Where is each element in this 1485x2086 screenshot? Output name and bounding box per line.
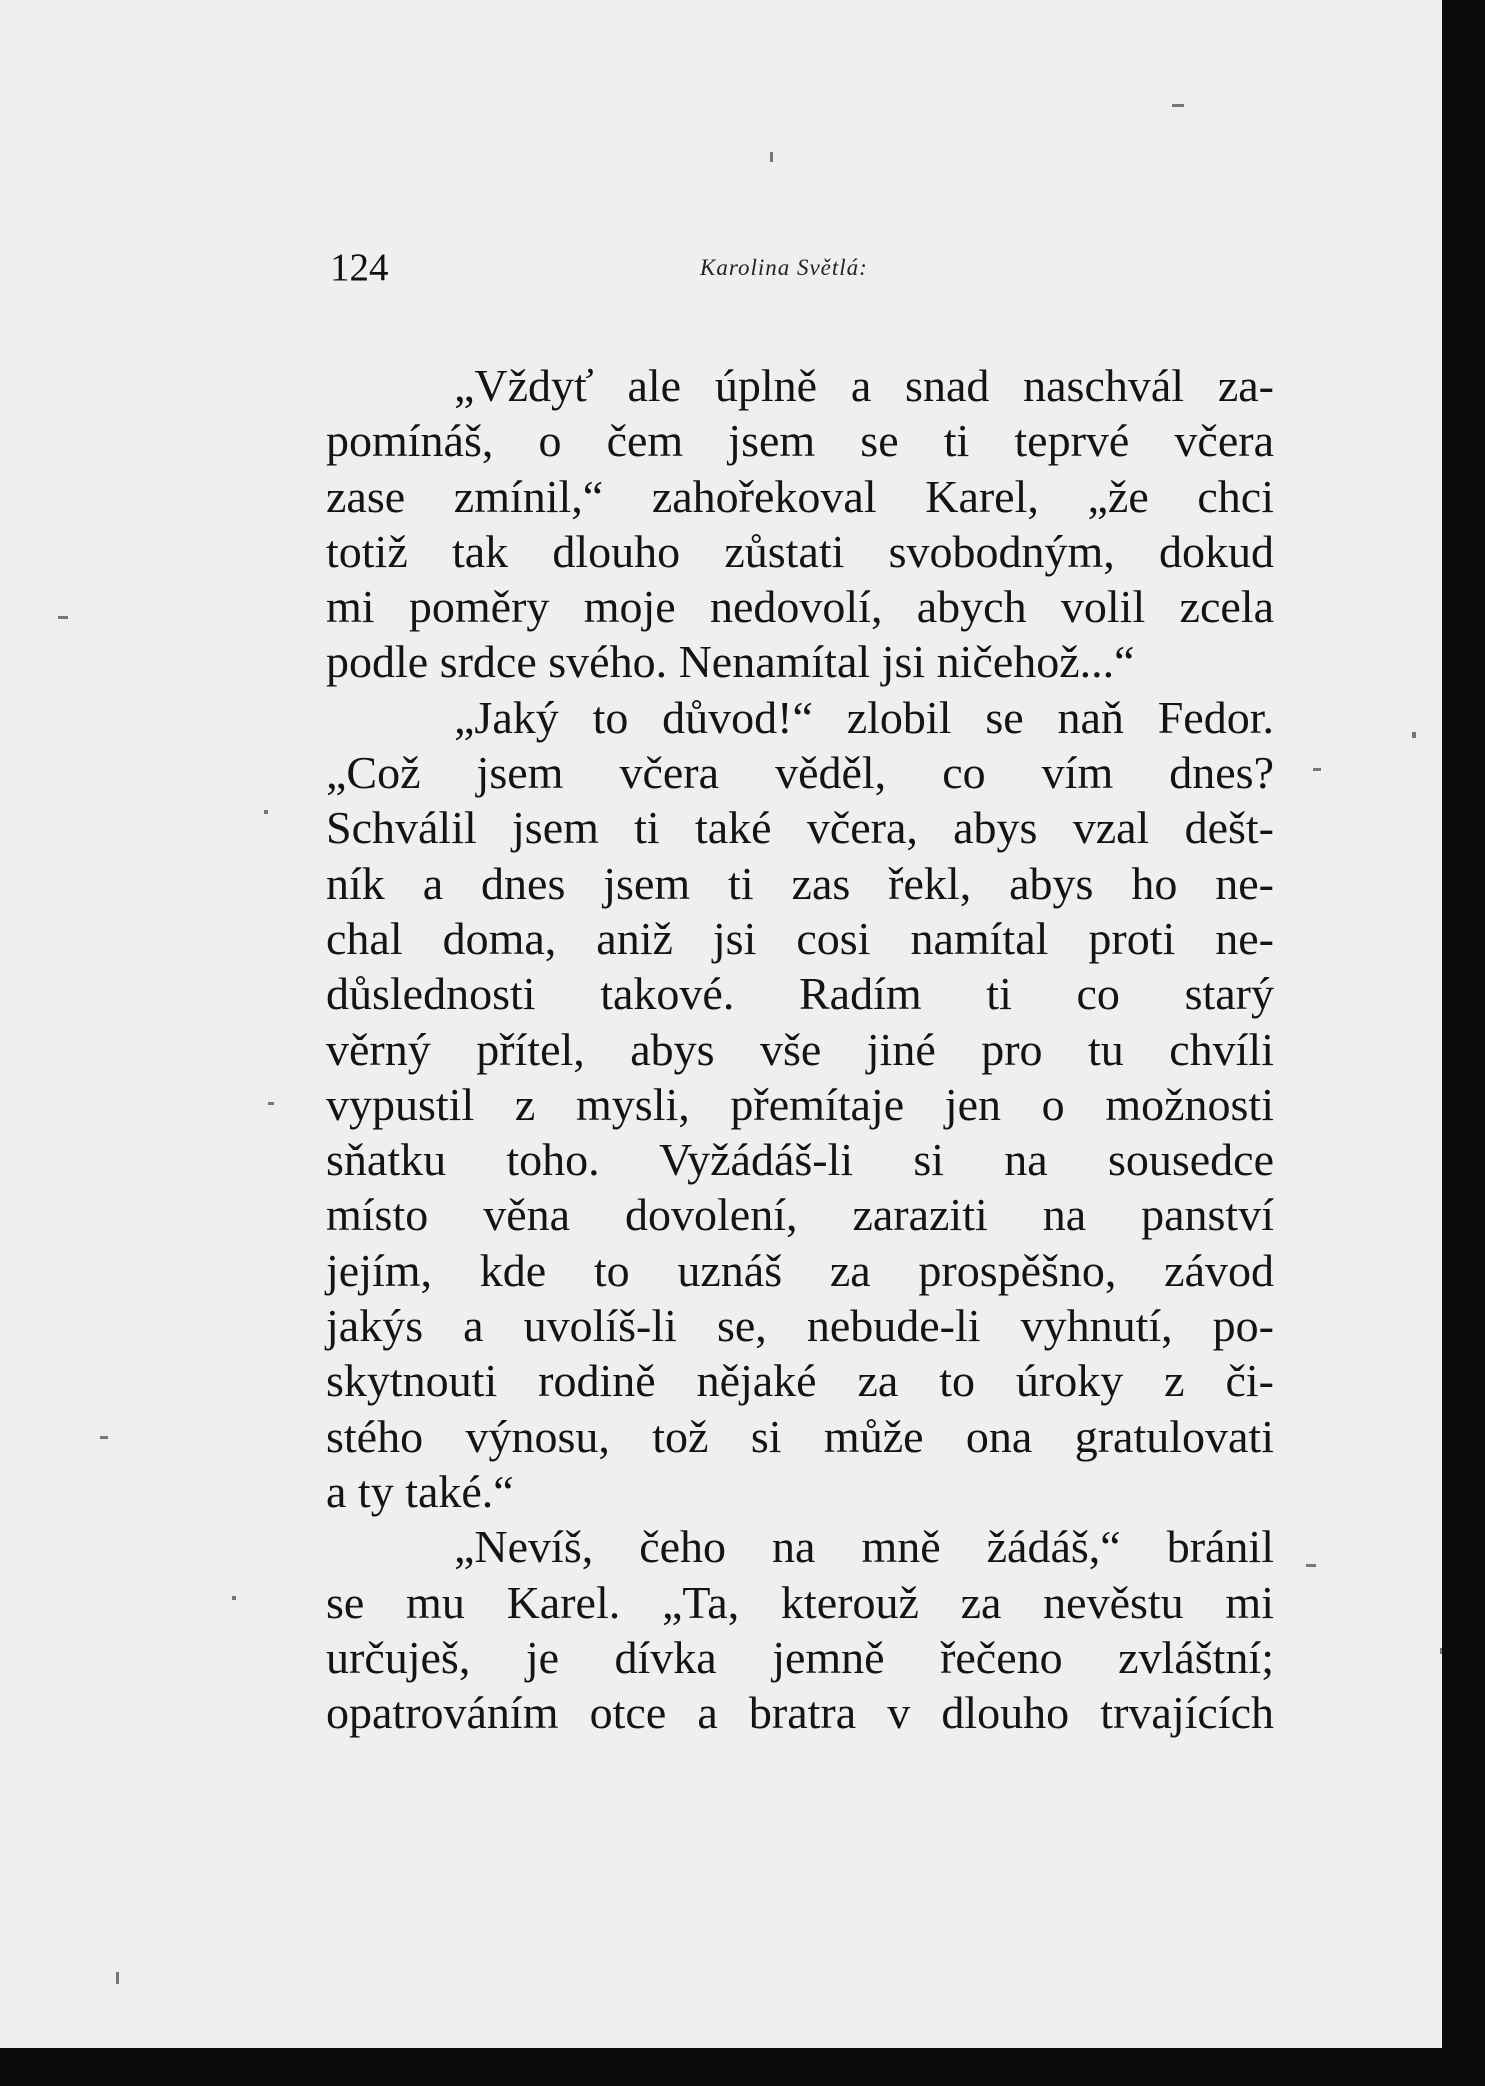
scan-speck <box>58 616 68 619</box>
page-header <box>330 245 1300 295</box>
text-line: místo věna dovolení, zaraziti na panství <box>326 1189 1274 1241</box>
running-head: Karolina Světlá: <box>700 255 868 280</box>
text-line: „Jaký to důvod!“ zlobil se naň Fedor. <box>454 691 1274 743</box>
text-line: chal doma, aniž jsi cosi namítal proti ne- <box>326 912 1274 964</box>
text-line: zase zmínil,“ zahořekoval Karel, „že chci <box>326 470 1274 522</box>
scan-speck <box>264 810 268 814</box>
text-line: důslednosti takové. Radím ti co starý <box>326 968 1274 1020</box>
scan-speck <box>1172 104 1184 107</box>
text-line: skytnouti rodině nějaké za to úroky z či- <box>326 1355 1274 1407</box>
text-line: a ty také.“ <box>326 1465 514 1517</box>
text-line: „Nevíš, čeho na mně žádáš,“ bránil <box>454 1521 1274 1573</box>
text-line: pomínáš, o čem jsem se ti teprvé včera <box>326 415 1274 467</box>
text-line: „Což jsem včera věděl, co vím dnes? <box>326 747 1274 799</box>
text-line: stého výnosu, tož si může ona gratulovati <box>326 1410 1274 1462</box>
scan-border-bottom <box>0 2048 1485 2086</box>
text-line: totiž tak dlouho zůstati svobodným, dokud <box>326 525 1274 577</box>
text-line: jejím, kde to uznáš za prospěšno, závod <box>326 1244 1274 1296</box>
body-text <box>326 358 1274 1740</box>
text-line: věrný přítel, abys vše jiné pro tu chvíli <box>326 1023 1274 1075</box>
text-line: se mu Karel. „Ta, kterouž za nevěstu mi <box>326 1576 1274 1628</box>
scan-speck <box>1412 732 1416 738</box>
scan-speck <box>268 1102 274 1105</box>
text-line: sňatku toho. Vyžádáš-li si na sousedce <box>326 1134 1274 1186</box>
text-line: opatrováním otce a bratra v dlouho trvajících <box>326 1687 1274 1739</box>
scan-speck <box>770 152 773 162</box>
scan-speck <box>1306 1564 1316 1567</box>
scan-speck <box>100 1436 108 1439</box>
text-line: ník a dnes jsem ti zas řekl, abys ho ne- <box>326 857 1274 909</box>
text-line: „Vždyť ale úplně a snad naschvál za- <box>454 360 1274 411</box>
text-line: jakýs a uvolíš-li se, nebude-li vyhnutí, po- <box>326 1300 1274 1352</box>
text-line: Schválil jsem ti také včera, abys vzal dešt- <box>326 802 1274 854</box>
page-number: 124 <box>330 246 389 289</box>
text-line: podle srdce svého. Nenamítal jsi ničehož...“ <box>326 636 1135 688</box>
scan-border-right <box>1442 0 1485 2086</box>
scan-speck <box>232 1596 236 1600</box>
scan-speck <box>116 1972 119 1984</box>
text-line: vypustil z mysli, přemítaje jen o možnosti <box>326 1078 1274 1130</box>
text-line: určuješ, je dívka jemně řečeno zvláštní; <box>326 1631 1274 1683</box>
text-line: mi poměry moje nedovolí, abych volil zcela <box>326 581 1274 633</box>
scan-speck <box>1313 768 1321 771</box>
